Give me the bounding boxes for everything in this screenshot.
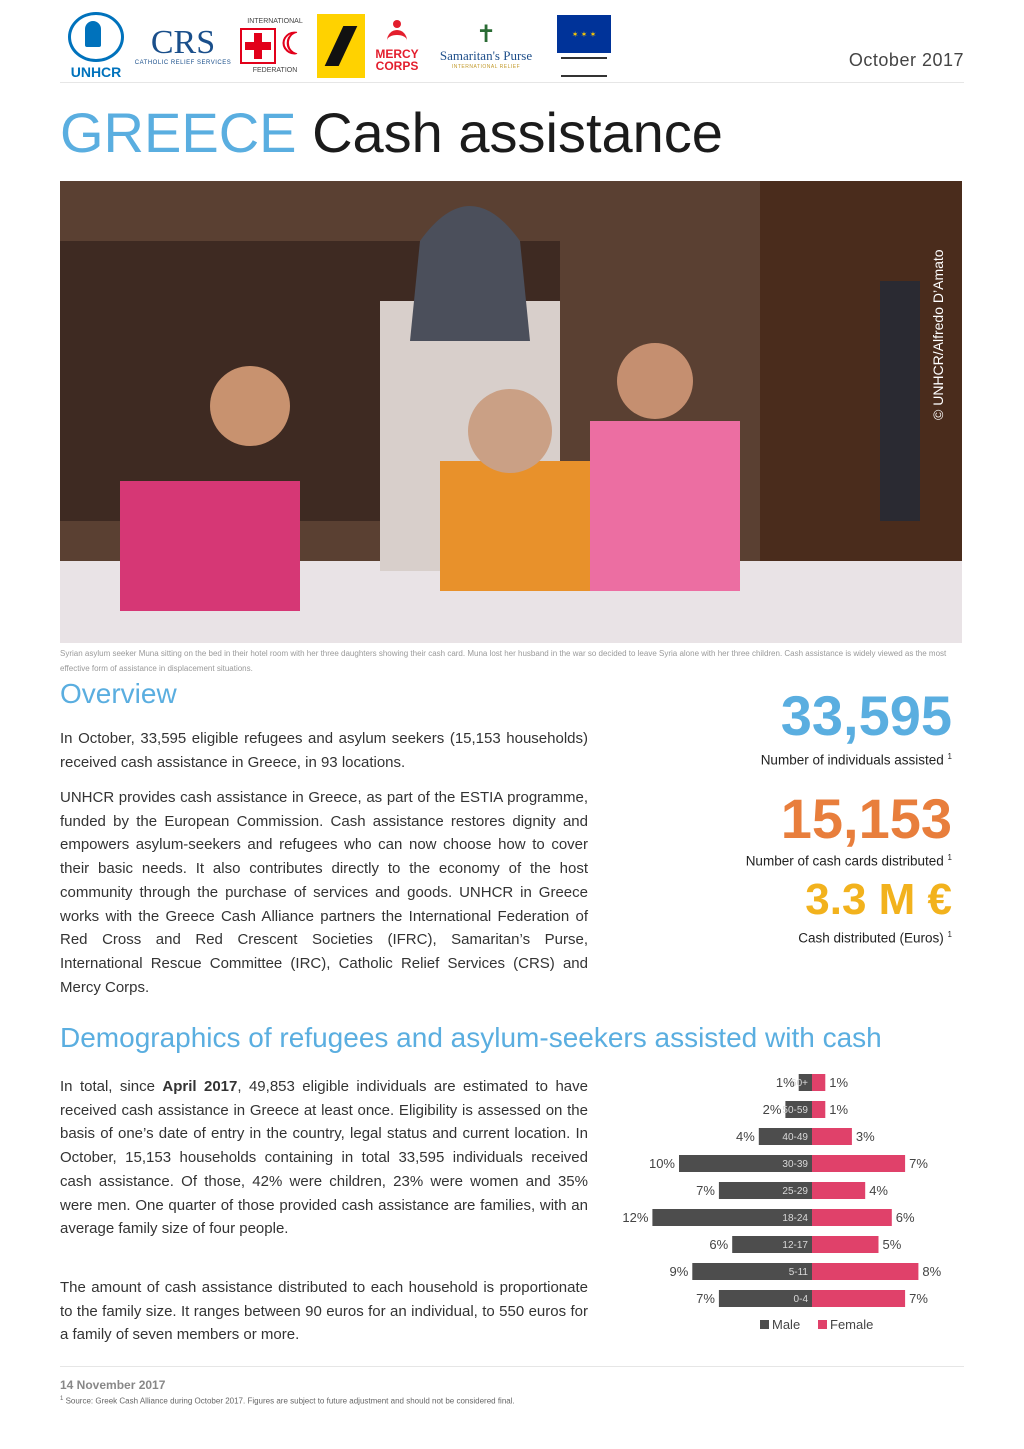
- irc-mark-icon: [325, 26, 358, 66]
- footer-note: $^1$ Source: Greek Cash Alliance during October 2017. Figures are subject to future adjustment and should not be considered final.: [60, 1396, 515, 1406]
- male-value-label: 7%: [696, 1291, 715, 1306]
- ifrc-logo: [240, 12, 310, 80]
- female-value-label: 7%: [909, 1291, 928, 1306]
- female-bar: [812, 1155, 905, 1172]
- demographics-paragraph-2: The amount of cash assistance distributed to each household is proportionate to the family size. It ranges between 90 euros for an individual, to 550 euros for a family of seven members or more.: [60, 1279, 588, 1344]
- samaritans-purse-logo-text: Samaritan's Purse: [439, 48, 533, 63]
- female-value-label: 8%: [922, 1264, 942, 1279]
- male-value-label: 12%: [622, 1210, 649, 1225]
- age-group-label: 30-39: [782, 1159, 808, 1170]
- demographics-heading: Demographics of refugees and asylum-seekers assisted with cash: [60, 1022, 882, 1053]
- female-bar: [812, 1074, 825, 1091]
- female-bar: [812, 1128, 852, 1145]
- female-value-label: 7%: [909, 1156, 928, 1171]
- female-bar: [812, 1182, 865, 1199]
- unhcr-logo: [62, 12, 130, 80]
- age-group-label: 12-17: [782, 1240, 808, 1251]
- female-value-label: 4%: [869, 1183, 888, 1198]
- ifrc-logo-bottom: FEDERATION: [252, 67, 298, 74]
- stat-individuals: [760, 684, 952, 768]
- overview-paragraph-1: In October, 33,595 eligible refugees and asylum seekers (15,153 households) received cash assistance in Greece, in 93 locations.: [60, 730, 588, 771]
- title-topic: Cash assistance: [312, 101, 723, 164]
- male-value-label: 10%: [648, 1156, 675, 1171]
- female-bar: [812, 1101, 825, 1118]
- demographics-paragraph-1: In total, since April 2017, 49,853 eligible individuals are estimated to have received cash assistance in Greece at least once. Eligibility is assessed on the basis of one’s date of entry in the country, legal status and current location. In October, 15,153 households containing in total 33,595 individuals received cash assistance. Of those, 42% were children, 23% were women and 35% were men. One quarter of those provided cash assistance are families, with an average family size of four people.: [60, 1078, 588, 1238]
- unhcr-emblem-icon: [68, 12, 124, 62]
- age-group-label: 60+: [791, 1078, 808, 1089]
- cover-photo: [60, 181, 962, 643]
- male-value-label: 6%: [709, 1237, 729, 1252]
- eu-flag-icon: ✶ ✶ ✶: [557, 15, 611, 53]
- legend-female-label: Female: [830, 1317, 874, 1332]
- stat-cash-cards-value: 15,153: [780, 787, 952, 850]
- female-bar: [812, 1290, 905, 1307]
- footer-date: 14 November 2017: [60, 1378, 166, 1392]
- female-value-label: 5%: [882, 1237, 902, 1252]
- female-value-label: 1%: [829, 1075, 849, 1090]
- samaritans-purse-logo: [430, 12, 542, 80]
- overview-paragraph-2: UNHCR provides cash assistance in Greece, as part of the ESTIA programme, funded by the European Commission. Cash assistance restores dignity and empowers asylum-seekers and refugees who can now choose how to cover their basic needs. It also contributes directly to the economy of the host community through the purchase of services and goods. UNHCR in Greece works with the Greece Cash Alliance partners the International Federation of Red Cross and Red Crescent Societies (IFRC), Samaritan’s Purse, International Rescue Committee (IRC), Catholic Relief Services (CRS) and Mercy Corps.: [60, 789, 588, 996]
- female-bar: [812, 1236, 879, 1253]
- photo-credit: © UNHCR/Alfredo D’Amato: [930, 249, 946, 420]
- header-divider: [60, 82, 964, 83]
- mercy-corps-logo-text: MERCY CORPS: [375, 47, 419, 73]
- mercy-corps-figure-icon: [385, 20, 409, 48]
- age-group-label: 25-29: [782, 1186, 808, 1197]
- page-title: [60, 100, 723, 166]
- age-group-label: 0-4: [793, 1294, 808, 1305]
- female-bar: [812, 1263, 918, 1280]
- demographics-bold-date: April 2017: [162, 1078, 238, 1095]
- female-value-label: 1%: [829, 1102, 849, 1117]
- crs-logo-subtext: CATHOLIC RELIEF SERVICES: [134, 60, 232, 66]
- male-value-label: 1%: [775, 1075, 795, 1090]
- female-value-label: 3%: [855, 1129, 875, 1144]
- samaritans-purse-logo-subtext: INTERNATIONAL RELIEF: [451, 64, 521, 70]
- footer-divider: [60, 1366, 964, 1367]
- male-value-label: 4%: [736, 1129, 755, 1144]
- male-value-label: 7%: [696, 1183, 715, 1198]
- stat-individuals-value: 33,595: [780, 684, 952, 747]
- eu-logo: [556, 12, 612, 80]
- title-country: GREECE: [60, 101, 297, 164]
- irc-logo: [317, 14, 365, 78]
- age-group-label: 5-11: [788, 1267, 808, 1278]
- male-value-label: 2%: [762, 1102, 782, 1117]
- stat-individuals-label: Number of individuals assisted $^1$: [760, 752, 952, 768]
- legend-male-label: Male: [772, 1317, 801, 1332]
- stat-cash-cards: [745, 787, 952, 869]
- stat-cash-distributed-label: Cash distributed (Euros) $^1$: [798, 930, 952, 946]
- stat-cash-distributed-value: 3.3 M €: [805, 875, 952, 924]
- red-cross-icon: [240, 28, 276, 64]
- age-group-label: 18-24: [782, 1213, 808, 1224]
- age-sex-pyramid-chart: [600, 1068, 970, 1340]
- mercy-corps-logo: [370, 12, 424, 80]
- overview-heading: Overview: [60, 678, 177, 709]
- samaritans-purse-cross-icon: ✝: [475, 21, 497, 48]
- eu-logo-lines: [561, 57, 607, 77]
- crs-logo-text: CRS: [150, 24, 216, 61]
- red-crescent-icon: ☾: [280, 27, 308, 61]
- legend-female-swatch: [818, 1320, 827, 1329]
- cover-photo-illustration: [60, 181, 962, 643]
- report-date: October 2017: [848, 50, 964, 70]
- age-group-label: 40-49: [782, 1132, 808, 1143]
- photo-caption: Syrian asylum seeker Muna sitting on the bed in their hotel room with her three daughters showing their cash card. Muna lost her husband in the war so decided to leave Syria alone with her three children. Cash assistance is widely viewed as the most effective form of assistance in displacement situations.: [60, 649, 947, 673]
- age-group-label: 50-59: [782, 1105, 808, 1116]
- female-value-label: 6%: [895, 1210, 915, 1225]
- male-value-label: 9%: [669, 1264, 689, 1279]
- stat-cash-distributed: [798, 875, 952, 946]
- female-bar: [812, 1209, 892, 1226]
- crs-logo: [134, 12, 232, 80]
- legend-male-swatch: [760, 1320, 769, 1329]
- stat-cash-cards-label: Number of cash cards distributed $^1$: [745, 853, 952, 869]
- unhcr-logo-text: UNHCR: [70, 64, 122, 80]
- ifrc-logo-top: INTERNATIONAL: [247, 18, 303, 25]
